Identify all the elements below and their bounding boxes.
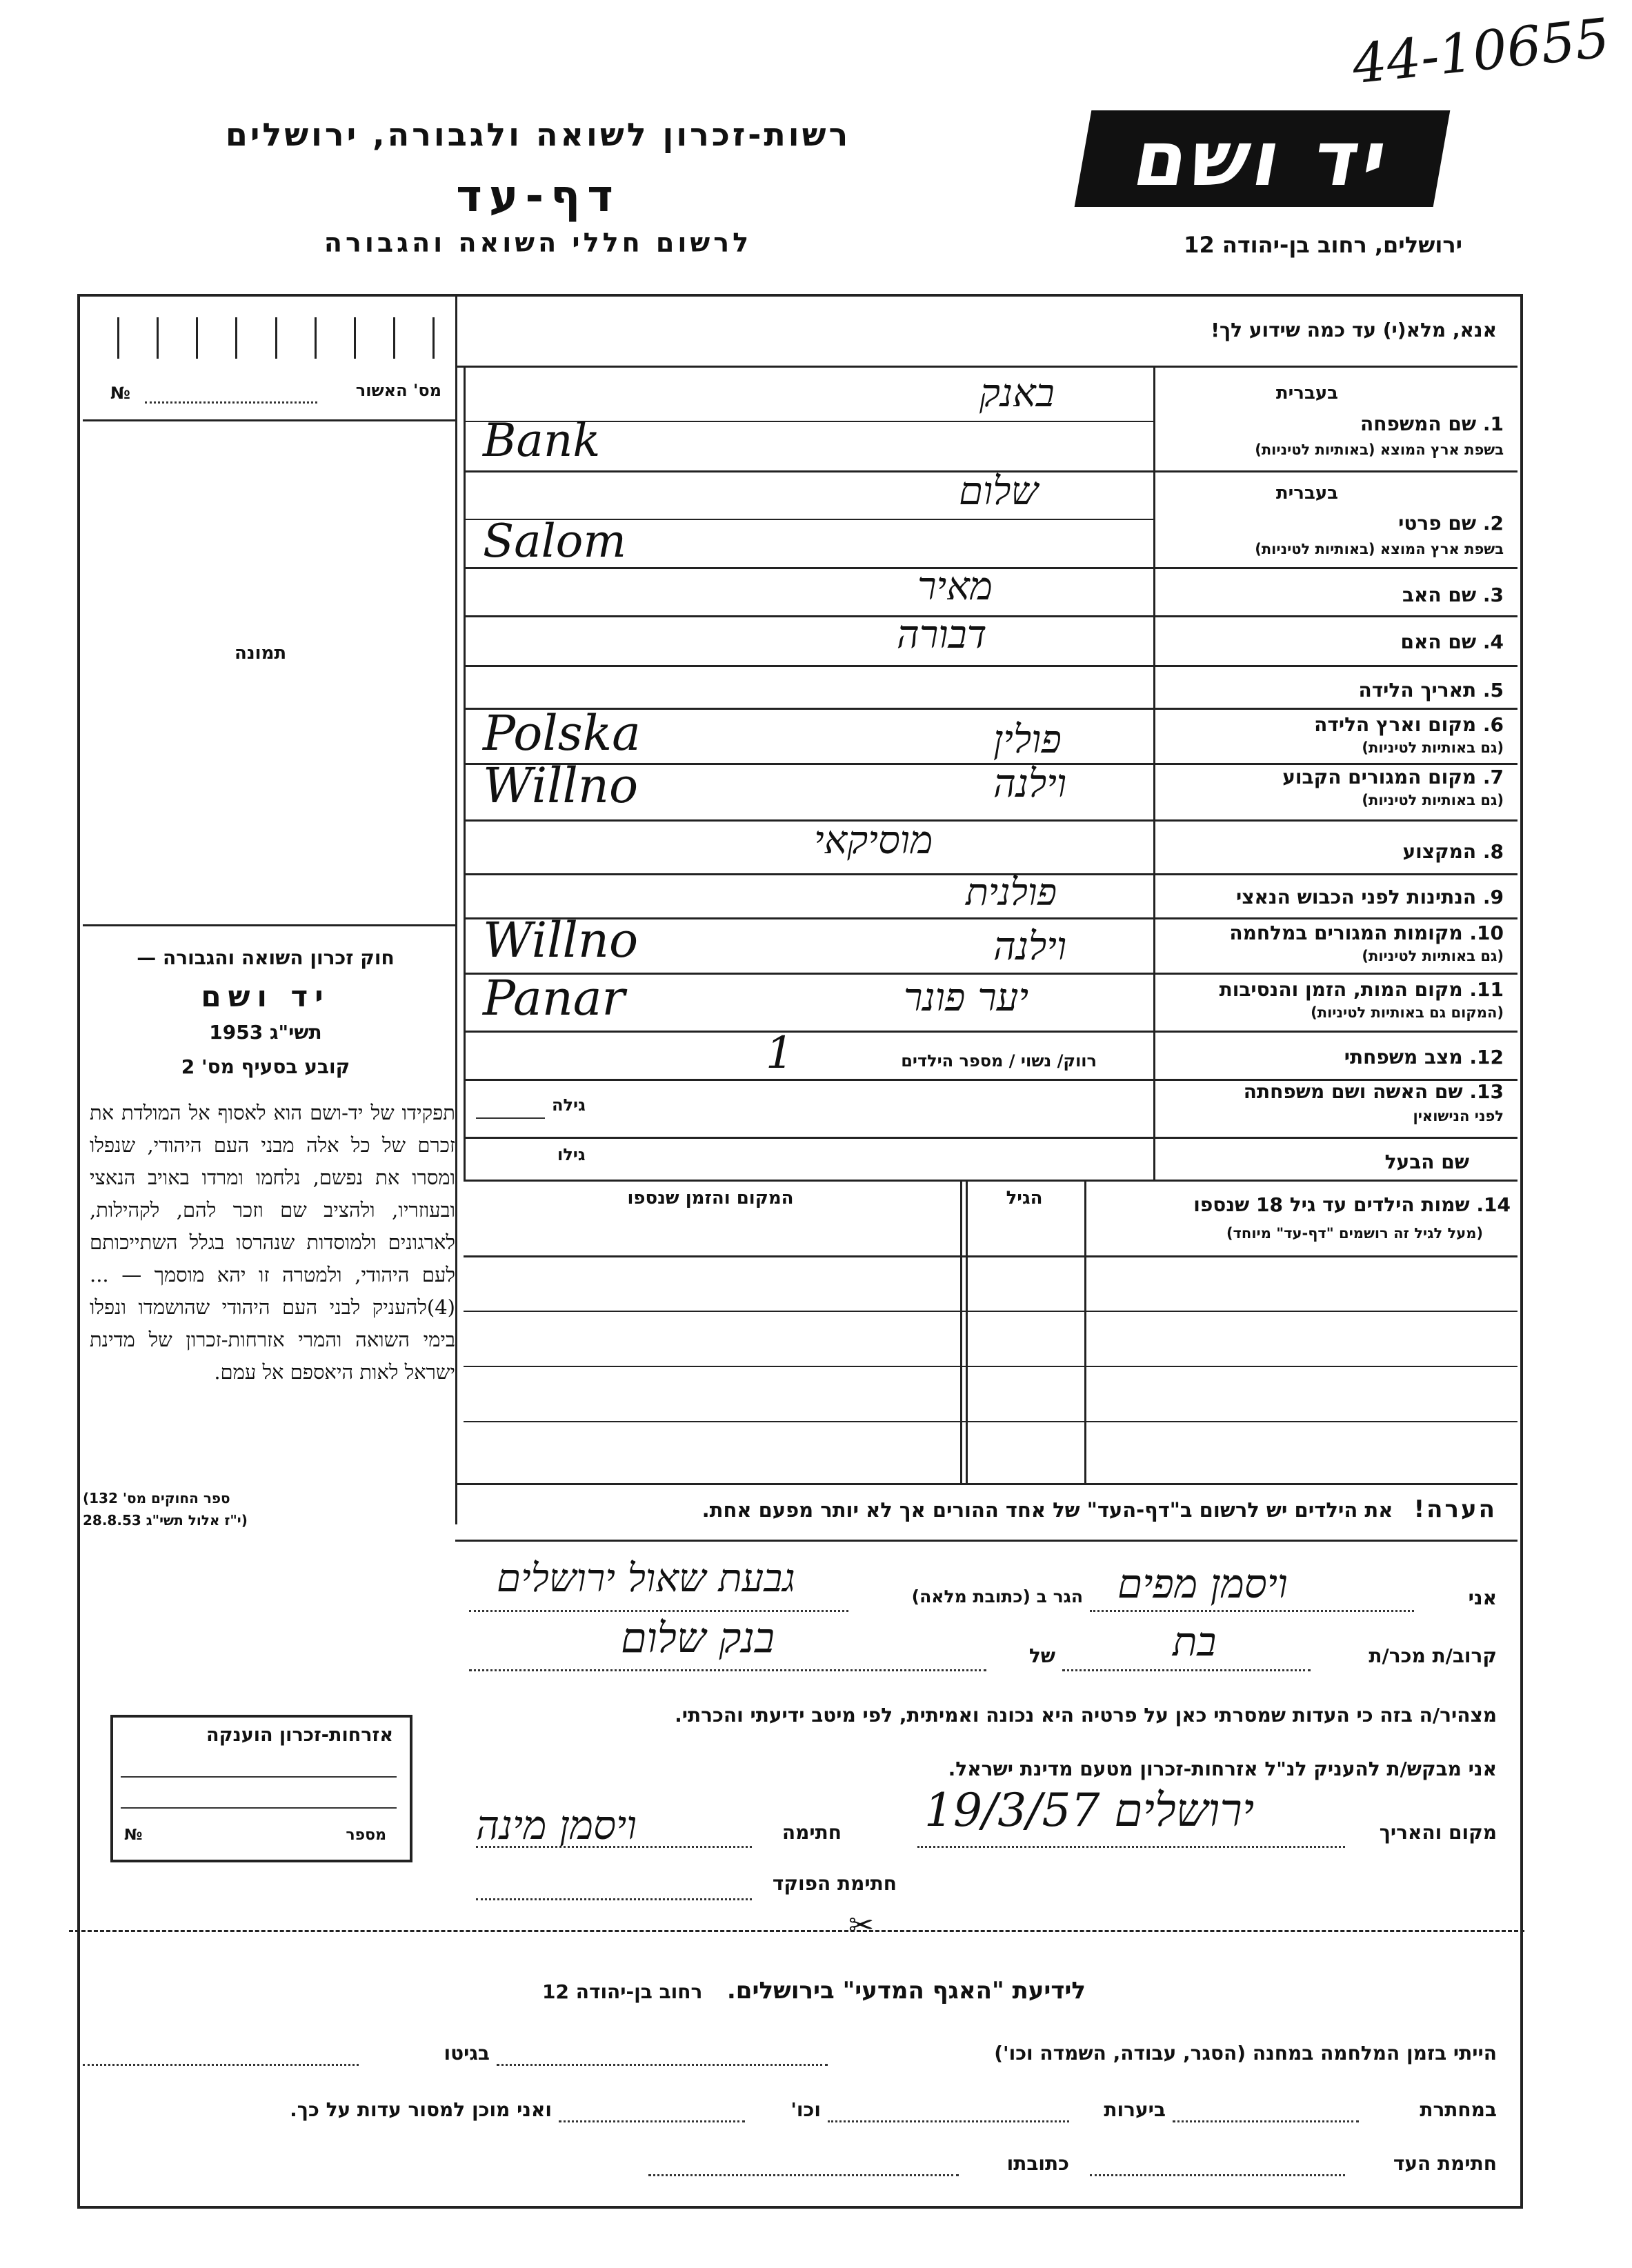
yad-vashem-logo: יד ושם <box>1075 110 1451 207</box>
law-reference-1: (ספר החוקים מס' 132 <box>83 1490 230 1506</box>
decl-address-value[interactable]: גבעת שאול ירושלים <box>497 1556 795 1601</box>
field-10-value-hebrew[interactable]: וילנה <box>993 924 1067 969</box>
field-11-value-latin[interactable]: Panar <box>483 970 625 1026</box>
decl-of-value[interactable]: בנק שלום <box>621 1614 775 1662</box>
field-13-age-line[interactable] <box>476 1117 545 1119</box>
decl-of-label: של <box>1028 1644 1055 1667</box>
children-bottom-border <box>455 1483 1517 1485</box>
field-8-label <box>1166 840 1504 863</box>
field-12-options: רווק/ נשוי / מספר הילדים <box>901 1051 1097 1071</box>
field-10-number: 10. <box>1469 922 1504 944</box>
info-title-row <box>414 1977 1214 2005</box>
field-1-number: 1. <box>1482 412 1504 435</box>
children-col-age: הגיל <box>1006 1188 1043 1208</box>
info-line1-a: הייתי בזמן המלחמה במחנה (הסגר, עבודה, השמדה וכו') <box>994 2042 1497 2065</box>
note-text: את הילדים יש לרשום ב"דף-העד" של אחד ההורים אך לא יותר מפעם אחת. <box>701 1498 1393 1522</box>
law-title: חוק זכרון השואה והגבורה — <box>137 946 395 969</box>
field-12-text: מצב משפחתי <box>1344 1046 1463 1068</box>
row-4-separator <box>464 665 1517 667</box>
field-2-label <box>1166 512 1504 535</box>
header-address: ירושלים, רחוב בן-יהודה 12 <box>1184 232 1462 258</box>
row-3-separator <box>464 615 1517 617</box>
field-1-hebrew-tag: בעברית <box>1275 383 1338 404</box>
approval-code-boxes <box>117 317 435 359</box>
field-11-value-hebrew[interactable]: יער פונר <box>904 975 1029 1020</box>
field-7-sub: (גם באותיות לטיניות) <box>1362 792 1504 808</box>
authority-heading: רשות-זכרון לשואה ולגבורה, ירושלים <box>225 116 851 153</box>
note-separator <box>455 1540 1517 1542</box>
field-12-children-count[interactable]: 1 <box>766 1028 794 1079</box>
certificate-no-sign: № <box>124 1827 143 1844</box>
field-3-number: 3. <box>1482 584 1504 606</box>
decl-address-line[interactable] <box>469 1610 848 1612</box>
field-12-number: 12. <box>1469 1046 1504 1068</box>
field-11-sub: (המקום גם באותיות לטיניות) <box>1311 1004 1504 1021</box>
field-1-value-hebrew[interactable]: באנק <box>979 371 1055 416</box>
field-1-value-latin[interactable]: Bank <box>483 414 601 467</box>
decl-i-label: אני <box>1468 1586 1497 1609</box>
decl-relation-value[interactable]: בת <box>1173 1618 1217 1665</box>
info-line1-b: בגיטו <box>444 2042 490 2065</box>
cut-line <box>69 1930 1524 1932</box>
children-col-border-3 <box>960 1180 962 1483</box>
decl-signature-value[interactable]: ויסמן מינה <box>476 1802 637 1849</box>
children-row-2[interactable] <box>464 1366 1517 1367</box>
certificate-line-1 <box>121 1776 397 1778</box>
field-7-label <box>1166 766 1504 788</box>
children-col-place: המקום והזמן שנספו <box>627 1188 794 1208</box>
certificate-label: אזרחות-זכרון הוענקה <box>206 1724 393 1746</box>
decl-relation-line[interactable] <box>1062 1669 1311 1671</box>
field-1-label <box>1166 412 1504 435</box>
field-6-text: מקום וארץ הלידה <box>1314 713 1477 736</box>
field-3-text: שם האב <box>1402 584 1477 606</box>
row-13-separator <box>464 1137 1517 1139</box>
field-5-label <box>1166 679 1504 702</box>
law-reference-2: י"ז אלול תשי"ג 28.8.53) <box>83 1512 248 1529</box>
field-1-sub: בשפת ארץ המוצא (באותיות לטיניות) <box>1255 441 1504 458</box>
note-row <box>462 1495 1497 1523</box>
info-line3-a: חתימת העד <box>1393 2152 1497 2175</box>
field-10-text: מקומות המגורים במלחמה <box>1229 922 1463 944</box>
children-col-border-1 <box>1084 1180 1086 1483</box>
info-line3-b: כתובתו <box>1006 2152 1069 2175</box>
law-clause: קובע בסעיף מס' 2 <box>181 1055 350 1078</box>
decl-place-date-line[interactable] <box>917 1846 1345 1848</box>
children-number: 14. <box>1476 1193 1511 1216</box>
decl-officer-line[interactable] <box>476 1898 752 1900</box>
field-7-number: 7. <box>1482 766 1504 788</box>
field-1-text: שם המשפחה <box>1360 412 1477 435</box>
field-5-number: 5. <box>1482 679 1504 702</box>
field-13-text: שם האשה ושם משפחתה <box>1243 1080 1463 1103</box>
value-column-border <box>464 366 466 1180</box>
field-2-value-latin[interactable]: Salom <box>483 515 626 568</box>
law-year: תשי"ג 1953 <box>209 1021 322 1044</box>
husband-age-label: גילו <box>557 1145 586 1164</box>
photo-separator <box>83 924 455 926</box>
info-address-line[interactable] <box>648 2174 959 2176</box>
field-6-label <box>1166 713 1504 736</box>
field-10-sub: (גם באותיות לטיניות) <box>1362 948 1504 964</box>
field-13-sub: לפני הנישואין <box>1413 1108 1504 1124</box>
children-label <box>1097 1193 1511 1216</box>
row-7-separator <box>464 819 1517 822</box>
husband-label: שם הבעל <box>1384 1151 1469 1173</box>
decl-officer-label: חתימת הפוקד <box>772 1872 897 1895</box>
children-header-separator <box>464 1255 1517 1257</box>
info-forest-line[interactable] <box>828 2120 1069 2122</box>
field-3-value-hebrew[interactable]: מאיר <box>917 564 993 609</box>
children-row-1[interactable] <box>464 1311 1517 1312</box>
field-11-label <box>1166 978 1504 1001</box>
decl-place-date-label: מקום והאריך <box>1379 1821 1497 1844</box>
children-sub: (מעל לגיל זה רושמים "דף-עד" מיוחד) <box>1226 1225 1483 1242</box>
approval-number-line[interactable] <box>145 401 317 404</box>
decl-signature-label: חתימה <box>782 1821 842 1844</box>
form-title: דף-עד <box>456 171 620 222</box>
field-2-value-hebrew[interactable]: שלום <box>959 469 1039 514</box>
decl-resident-label: הגר ב (כתובת מלאה) <box>911 1586 1083 1606</box>
info-line2-a: במחתרת <box>1420 2098 1497 2121</box>
decl-statement-2: אני מבקש/ת להעניק לנ"ל אזרחות-זכרון מטעם מדינת ישראל. <box>948 1758 1497 1780</box>
field-12-label <box>1166 1046 1504 1068</box>
certificate-line-2 <box>121 1807 397 1809</box>
photo-label: תמונה <box>235 643 287 664</box>
label-column-border <box>1153 366 1155 1180</box>
field-13-age-label: גילה <box>552 1095 586 1115</box>
decl-name-value[interactable]: ויסמן מפים <box>1117 1560 1288 1607</box>
instruction: אנא, מלא(י) עד כמה שידוע לך! <box>1211 319 1497 341</box>
approval-label: מס' האשור <box>355 381 441 400</box>
field-13-label <box>1166 1080 1504 1103</box>
field-4-value-hebrew[interactable]: דבורה <box>897 613 987 657</box>
info-witness-signature-line[interactable] <box>1090 2174 1345 2176</box>
children-text: שמות הילדים עד גיל 18 שנספו <box>1193 1193 1470 1216</box>
field-13-number: 13. <box>1469 1080 1504 1103</box>
field-9-label <box>1166 886 1504 908</box>
field-11-text: מקום המות, הזמן והנסיבות <box>1219 978 1463 1001</box>
field-10-value-latin[interactable]: Willno <box>483 912 639 968</box>
field-8-text: המקצוע <box>1402 840 1477 863</box>
field-9-number: 9. <box>1482 886 1504 908</box>
field-9-value-hebrew[interactable]: פולנית <box>966 871 1057 914</box>
row-11-separator <box>464 1031 1517 1033</box>
field-4-label <box>1166 630 1504 653</box>
field-11-number: 11. <box>1469 978 1504 1001</box>
info-underground-line[interactable] <box>1173 2120 1359 2122</box>
note-label: הערה! <box>1413 1495 1497 1523</box>
field-7-text: מקום המגורים הקבוע <box>1282 766 1477 788</box>
field-2-text: שם פרטי <box>1398 512 1477 535</box>
instruction-separator <box>455 366 1517 368</box>
field-4-text: שם האם <box>1400 630 1477 653</box>
field-2-sub: בשפת ארץ המוצא (באותיות לטיניות) <box>1255 541 1504 557</box>
field-2-number: 2. <box>1482 512 1504 535</box>
field-2-hebrew-tag: בעברית <box>1275 483 1338 504</box>
approval-separator <box>83 419 455 421</box>
field-8-number: 8. <box>1482 840 1504 863</box>
decl-statement-1: מצהיר/ה בזה כי העדות שמסרתי כאן על פרטיה היא נכונה ואמיתית, לפי מיטב ידיעתי והכרתי. <box>675 1704 1497 1727</box>
approval-no-sign: № <box>110 384 130 403</box>
info-camp-line[interactable] <box>497 2064 828 2066</box>
law-name: יד ושם <box>201 979 330 1013</box>
children-row-3[interactable] <box>464 1421 1517 1422</box>
field-6-sub: (גם באותיות לטיניות) <box>1362 739 1504 756</box>
info-line2-d: ואני מוכן למסור עדות על כך. <box>290 2098 552 2121</box>
field-3-label <box>1166 584 1504 606</box>
field-6-value-latin[interactable]: Polska <box>483 705 641 762</box>
field-5-text: תאריך הלידה <box>1358 679 1477 702</box>
field-4-number: 4. <box>1482 630 1504 653</box>
info-ghetto-line[interactable] <box>83 2064 359 2066</box>
decl-of-line[interactable] <box>469 1669 986 1671</box>
info-line2-c: וכו' <box>790 2098 821 2121</box>
field-6-number: 6. <box>1482 713 1504 736</box>
row-14-separator <box>464 1180 1517 1182</box>
info-title: לידיעת "האגף המדעי" בירושלים. <box>726 1977 1086 2005</box>
info-line2-b: ביערות <box>1104 2098 1166 2121</box>
decl-relative-label: קרוב/ת מכר/ת <box>1369 1644 1497 1667</box>
field-7-value-hebrew[interactable]: וילנה <box>993 762 1067 806</box>
decl-place-date-value[interactable]: ירושלים 19/3/57 <box>924 1784 1255 1837</box>
field-7-value-latin[interactable]: Willno <box>483 757 639 814</box>
decl-name-line[interactable] <box>1090 1610 1414 1612</box>
scissors-icon: ✂ <box>848 1908 874 1943</box>
certificate-number-label: מספר <box>346 1827 386 1844</box>
field-8-value-hebrew[interactable]: מוסיקאי <box>814 818 933 863</box>
form-subtitle: לרשום חללי השואה והגבורה <box>324 228 753 258</box>
law-text: תפקידו של יד-ושם הוא לאסוף אל המולדת את זכרם של כל אלה מבני העם היהודי, שנפלו ומסרו את נפשם, נלחמו ומרדו באויב הנאצי ובעוזריו, ולהציב שם וזכר להם, לקהילות, לארגונים ולמוסדות שנהרסו בגלל השתייכותם לעם היהודי, ולמטרה זו יהא מוסמך — ...(4)להעניק לבני העם היהודי שהושמדו ונפלו בימי השואה והמרי אזרחות-זכרון של מדינת ישראל לאות היאספם אל עמם. <box>90 1101 455 1384</box>
children-col-border-2 <box>966 1180 968 1483</box>
field-10-label <box>1166 922 1504 944</box>
info-etc-line[interactable] <box>559 2120 745 2122</box>
archive-number: 44-10655 <box>1349 7 1613 97</box>
field-9-text: הנתינות לפני הכבוש הנאצי <box>1236 886 1477 908</box>
field-6-value-hebrew[interactable]: פולין <box>993 717 1062 762</box>
info-address: רחוב בן-יהודה 12 <box>542 1980 703 2003</box>
